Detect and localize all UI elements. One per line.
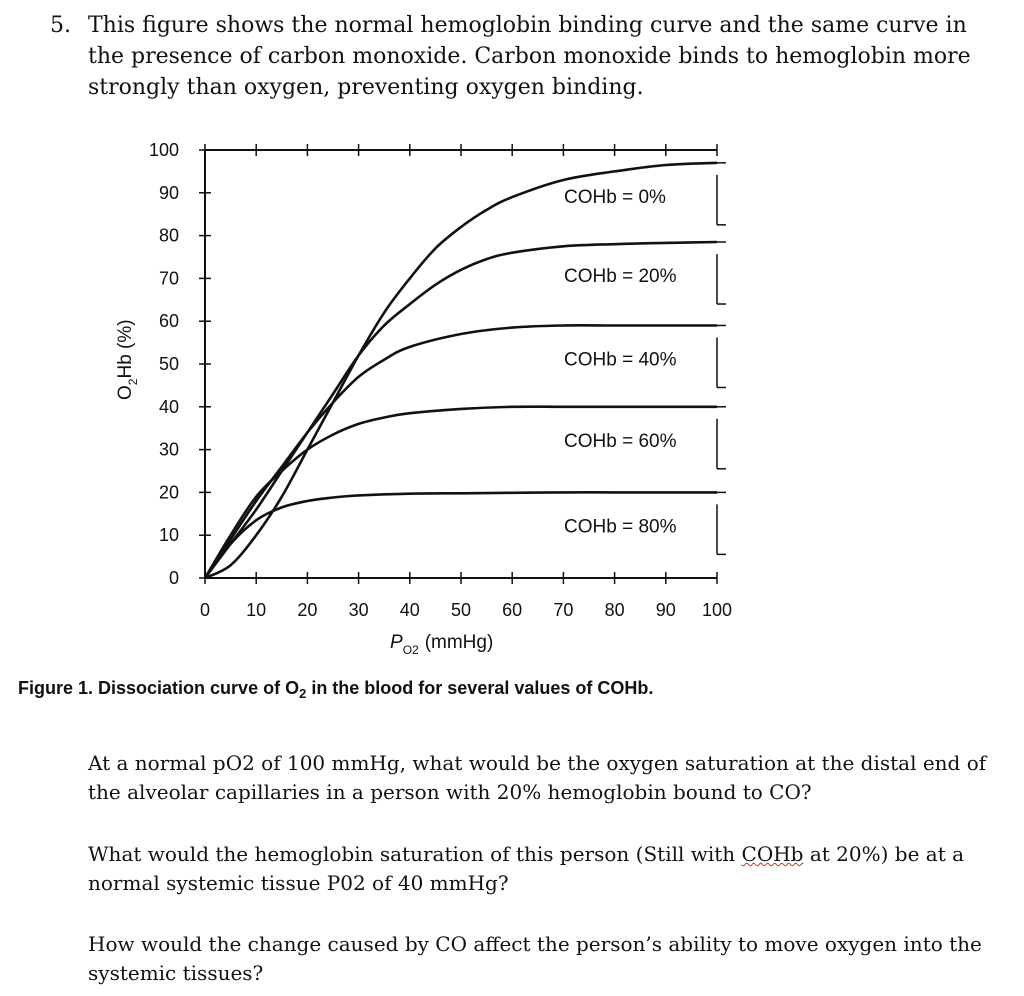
x-tick-label: 80 [604,600,625,620]
y-axis-title-sub: 2 [126,378,140,386]
series-label: COHb = 40% [564,349,677,371]
y-tick-label: 0 [168,568,179,588]
x-axis-title-main: P [390,632,403,653]
question-text: This figure shows the normal hemoglobin binding curve and the same curve in the presence of carbon monoxide. Carbon monoxide binds to hemoglobin more strongly than oxygen, preventing oxygen binding. [88,13,971,100]
y-tick-label: 70 [158,268,179,289]
sub-question-3: How would the change caused by CO affect the person’s ability to move oxygen into the systemic tissues? [88,932,982,985]
y-tick-label: 50 [158,354,179,374]
x-tick-label: 20 [297,600,318,620]
plot-tick-labels [149,140,732,620]
series-label: COHb = 60% [564,430,677,452]
y-axis-title-suffix: Hb (%) [115,319,136,379]
x-axis-title [390,632,493,657]
y-tick-label: 80 [158,225,179,246]
x-tick-label: 100 [701,600,733,620]
x-axis-title-unit: (mmHg) [424,632,494,653]
sub-question-2-before: What would the hemoglobin saturation of this person (Still with [88,842,742,866]
series-label: COHb = 0% [564,186,666,208]
plot-series-labels [564,187,677,538]
y-axis-title [115,319,140,400]
x-tick-label: 10 [246,600,267,620]
y-tick-label: 60 [158,311,179,332]
x-tick-label: 40 [399,600,420,620]
caption-prefix: Figure 1. Dissociation curve of O [18,678,300,698]
caption-suffix: in the blood for several values of COHb. [306,678,654,698]
figure-caption [18,678,653,699]
series-label: COHb = 20% [564,266,677,288]
y-tick-label: 20 [158,482,179,503]
x-axis-title-sub: O2 [402,643,419,657]
x-tick-label: 60 [502,600,523,620]
x-tick-label: 90 [655,600,676,620]
x-tick-label: 30 [348,600,369,620]
sub-question-1: At a normal pO2 of 100 mmHg, what would be the oxygen saturation at the distal end of the alveolar capillaries in a person with 20% hemoglobin bound to CO? [88,751,987,804]
y-tick-label: 40 [158,396,179,417]
sub-question-2-after: at 20%) be at a normal systemic tissue P02 of 40 mmHg? [88,842,965,895]
spellcheck-flagged-word: COHb [741,842,804,866]
y-axis-title-prefix: O [115,385,136,400]
y-tick-label: 90 [158,182,179,203]
y-tick-label: 10 [158,525,179,546]
x-tick-label: 50 [450,600,472,620]
x-tick-label: 0 [199,600,211,620]
y-tick-label: 100 [148,140,179,160]
series-label: COHb = 80% [564,516,677,538]
y-tick-label: 30 [158,439,179,460]
caption-sub: 2 [299,686,307,701]
x-tick-label: 70 [553,600,574,620]
question-number: 5. [50,13,71,38]
sub-question-2 [88,840,1008,898]
